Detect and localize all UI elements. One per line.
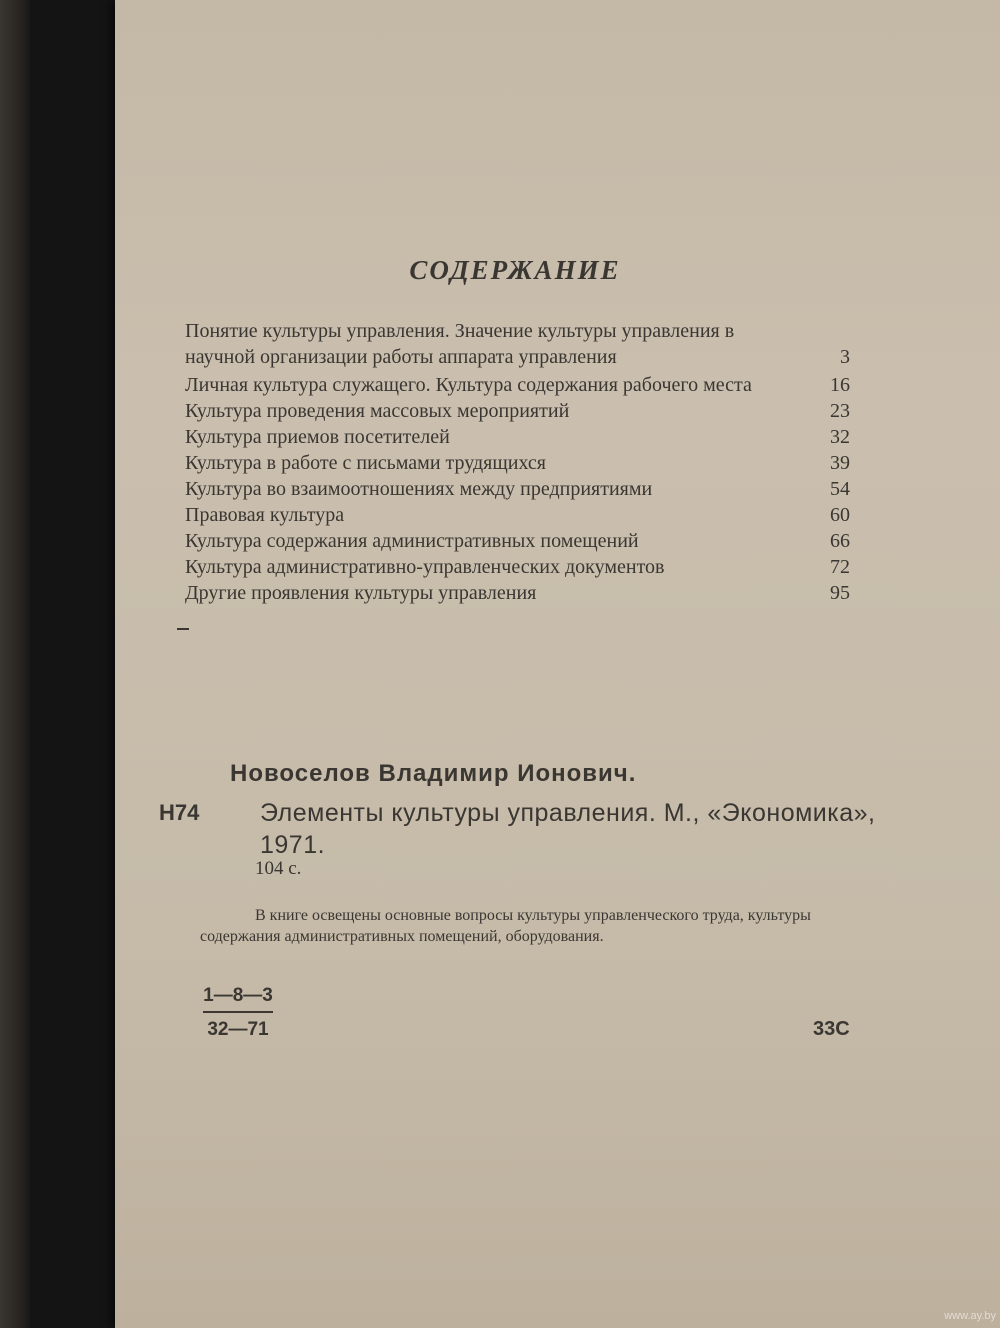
adjacent-book-edge — [0, 0, 30, 1328]
contents-heading: СОДЕРЖАНИЕ — [409, 255, 621, 285]
toc-entry-title: Культура приемов посетителей — [185, 426, 450, 448]
toc-entry-title: Другие проявления культуры управления — [185, 582, 537, 604]
toc-entry-title: Культура в работе с письмами трудящихся — [185, 452, 546, 474]
toc-entry — [185, 398, 850, 424]
catalog-book-title: Элементы культуры управления. М., «Экономика», 1971. — [260, 799, 876, 859]
fraction-denominator: 32—71 — [207, 1019, 269, 1040]
catalog-code: Н74 — [159, 800, 200, 825]
toc-entry-title: Понятие культуры управления. Значение культуры управления в научной организации работы аппарата управления — [185, 320, 735, 368]
toc-entry-page: 16 — [830, 374, 850, 396]
table-of-contents — [185, 318, 850, 606]
toc-entry — [185, 554, 850, 580]
toc-entry-page: 54 — [830, 478, 850, 500]
dash-mark — [177, 628, 189, 630]
catalog-page-count: 104 с. — [255, 858, 302, 879]
toc-entry-page: 23 — [830, 400, 850, 422]
toc-entry-page: 72 — [830, 556, 850, 578]
toc-entry — [185, 528, 850, 554]
toc-entry — [185, 318, 850, 370]
site-watermark: www.ay.by — [944, 1310, 996, 1322]
toc-entry-title: Культура во взаимоотношениях между предприятиями — [185, 478, 653, 500]
toc-entry — [185, 476, 850, 502]
catalog-bbk-code: 33С — [813, 1018, 850, 1040]
toc-entry-title: Личная культура служащего. Культура содержания рабочего места — [185, 374, 752, 396]
toc-entry — [185, 424, 850, 450]
toc-entry-title: Культура проведения массовых мероприятий — [185, 400, 570, 422]
fraction-numerator: 1—8—3 — [203, 985, 273, 1013]
toc-entry — [185, 450, 850, 476]
catalog-index-fraction — [203, 985, 273, 1041]
catalog-annotation: В книге освещены основные вопросы культуры управленческого труда, культуры содержания административных помещений, оборудования. — [200, 907, 811, 945]
book-page — [115, 0, 1000, 1328]
toc-entry-page: 95 — [830, 582, 850, 604]
toc-entry — [185, 372, 850, 398]
toc-entry — [185, 580, 850, 606]
toc-entry-title: Культура административно-управленческих документов — [185, 556, 665, 578]
toc-entry-page: 3 — [840, 346, 850, 368]
toc-entry — [185, 502, 850, 528]
toc-entry-page: 60 — [830, 504, 850, 526]
toc-entry-page: 66 — [830, 530, 850, 552]
catalog-author: Новоселов Владимир Ионович. — [230, 760, 637, 787]
toc-entry-page: 39 — [830, 452, 850, 474]
toc-entry-page: 32 — [830, 426, 850, 448]
toc-entry-title: Правовая культура — [185, 504, 345, 526]
toc-entry-title: Культура содержания административных помещений — [185, 530, 639, 552]
